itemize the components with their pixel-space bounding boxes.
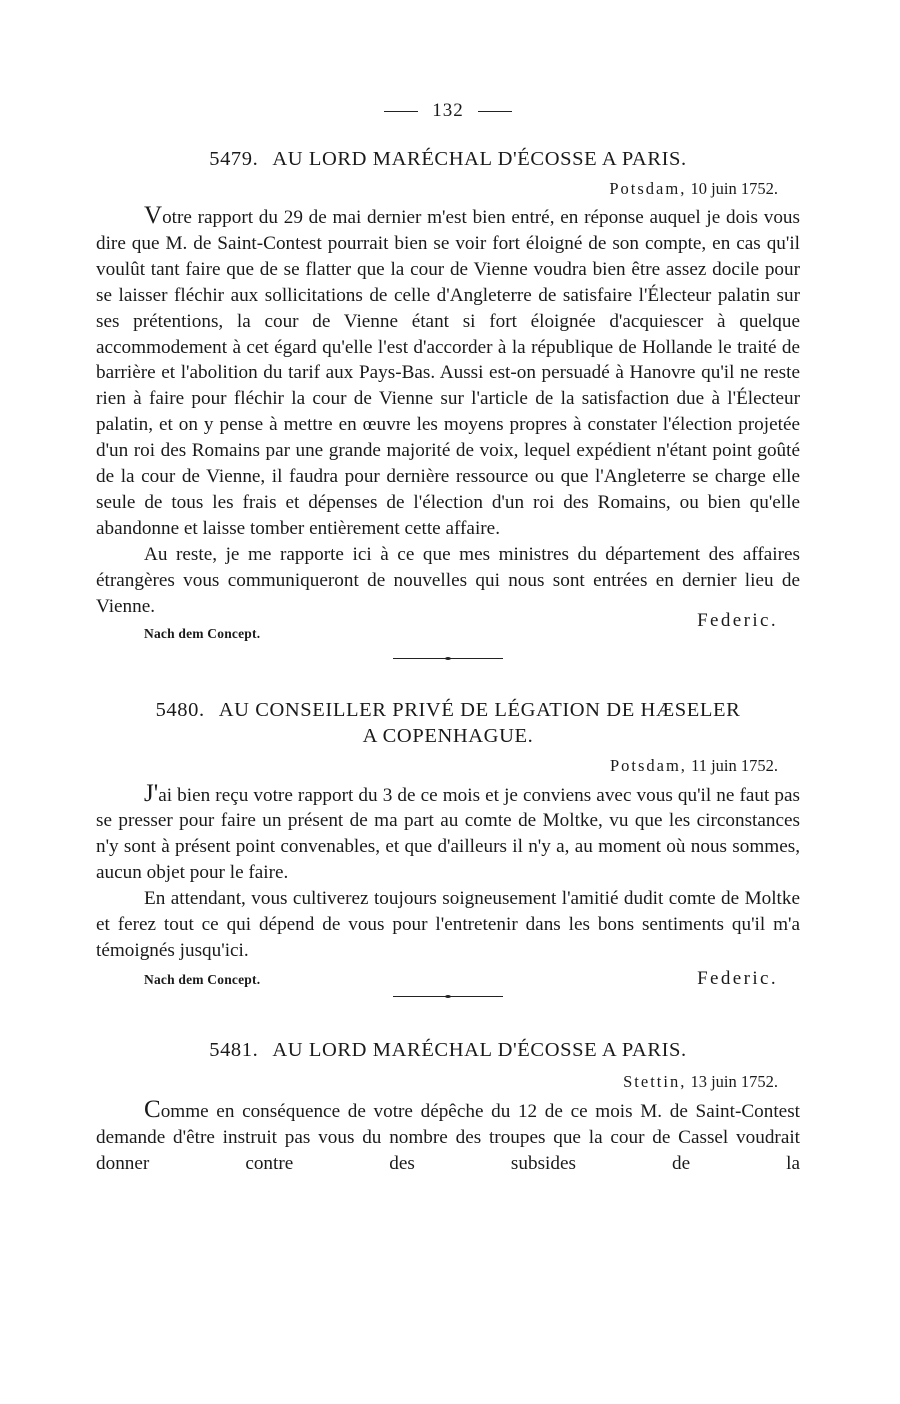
source-note: Nach dem Concept. (144, 971, 261, 987)
section-divider (393, 996, 503, 997)
letter-recipient: AU LORD MARÉCHAL D'ÉCOSSE A PARIS. (272, 148, 687, 170)
date-value: 13 juin 1752. (690, 1071, 778, 1091)
date-value: 10 juin 1752. (690, 179, 778, 198)
letter-signature: Federic. (697, 967, 778, 989)
folio-dash-left (384, 111, 418, 112)
letter-number: 5481. (209, 1038, 259, 1061)
letter-paragraph: Comme en conséquence de votre dépêche du 12 de ce mois M. de Saint-Contest demande d'être instruit pas vous du nombre des troupes que la cour de Cassel voudrait donner contre des subsides de la (96, 1095, 800, 1174)
letter-paragraph: En attendant, vous cultiverez toujours soigneusement l'amitié dudit comte de Moltke et ferez tout ce qui dépend de vous pour l'entretenir dans les bons sentiments qu'il m'a témoignés jusqu'ici. (96, 888, 800, 961)
letter-5480 (96, 697, 800, 997)
letter-recipient: AU CONSEILLER PRIVÉ DE LÉGATION DE HÆSELER (218, 698, 741, 721)
folio-dash-right (478, 111, 512, 112)
date-place: Potsdam, (609, 755, 687, 775)
letter-dateline (96, 1071, 800, 1093)
letter-body (96, 781, 800, 964)
letter-heading (96, 1037, 800, 1063)
letter-5481 (96, 1037, 800, 1177)
letter-recipient: AU LORD MARÉCHAL D'ÉCOSSE A PARIS. (272, 1038, 687, 1061)
document-page (96, 96, 800, 1177)
letter-paragraph: J'ai bien reçu votre rapport du 3 de ce mois et je conviens avec vous qu'il ne faut pas se presser pour faire un présent de ma part au comte de Moltke, vu que les circonstances n'y sont à présent point convenables, et que d'ailleurs il n'y a, au moment où nous sommes, aucun objet pour le faire. (96, 779, 800, 884)
page-header (96, 96, 800, 126)
letter-dateline (96, 755, 800, 777)
letter-paragraph: Au reste, je me rapporte ici à ce que mes ministres du département des affaires étrangères vous communiqueront de nouvelles qui nous sont entrées en dernier lieu de Vienne. (96, 543, 800, 617)
letter-number: 5479. (209, 148, 259, 170)
source-note: Nach dem Concept. (144, 625, 261, 641)
page-number: 132 (432, 100, 464, 121)
date-value: 11 juin 1752. (691, 755, 778, 775)
letter-footer (96, 609, 800, 641)
letter-heading (96, 697, 800, 723)
letter-footer (96, 968, 800, 994)
letter-paragraph: Votre rapport du 29 de mai dernier m'est bien entré, en réponse auquel je dois vous dire que M. de Saint-Contest pourrait bien se voir fort éloigné de son compte, en cas qu'il voulût tant faire que de se flatter que la cour de Vienne voudra bien être assez docile pour se laisser fléchir aux sollicitations de celle d'Angleterre de satisfaire l'Électeur palatin sur ses prétentions, la cour de Vienne étant si fort éloignée d'acquiescer à quelque accommodement à cet égard qu'elle l'est d'accorder à la république de Hollande le traité de barrière et l'abolition du tarif aux Pays-Bas. Aussi est-on persuadé à Hanovre qu'il ne reste rien à faire pour fléchir la cour de Vienne sur l'article de la satisfaction due à l'Électeur palatin, et on y pense à mettre en œuvre les moyens propres à constater l'élection projetée d'un roi des Romains par une grande majorité de voix, lequel expédient n'étant point goûté de la cour de Vienne, il faudra pour dernière ressource ou que l'Angleterre se charge elle seule de tous les frais et dépenses de l'élection d'un roi des Romains, ou bien qu'elle abandonne et laisse tomber entièrement cette affaire. (96, 202, 800, 539)
letter-dateline (96, 178, 800, 200)
letter-signature: Federic. (697, 609, 778, 631)
date-place: Stettin, (623, 1071, 687, 1091)
section-divider (393, 658, 503, 659)
letter-body (96, 203, 800, 620)
letter-5479 (96, 146, 800, 659)
letter-heading-line-2: A COPENHAGUE. (362, 724, 534, 747)
letter-number: 5480. (155, 698, 205, 721)
letter-body (96, 1097, 800, 1177)
date-place: Potsdam, (609, 179, 687, 198)
letter-heading (96, 146, 800, 172)
